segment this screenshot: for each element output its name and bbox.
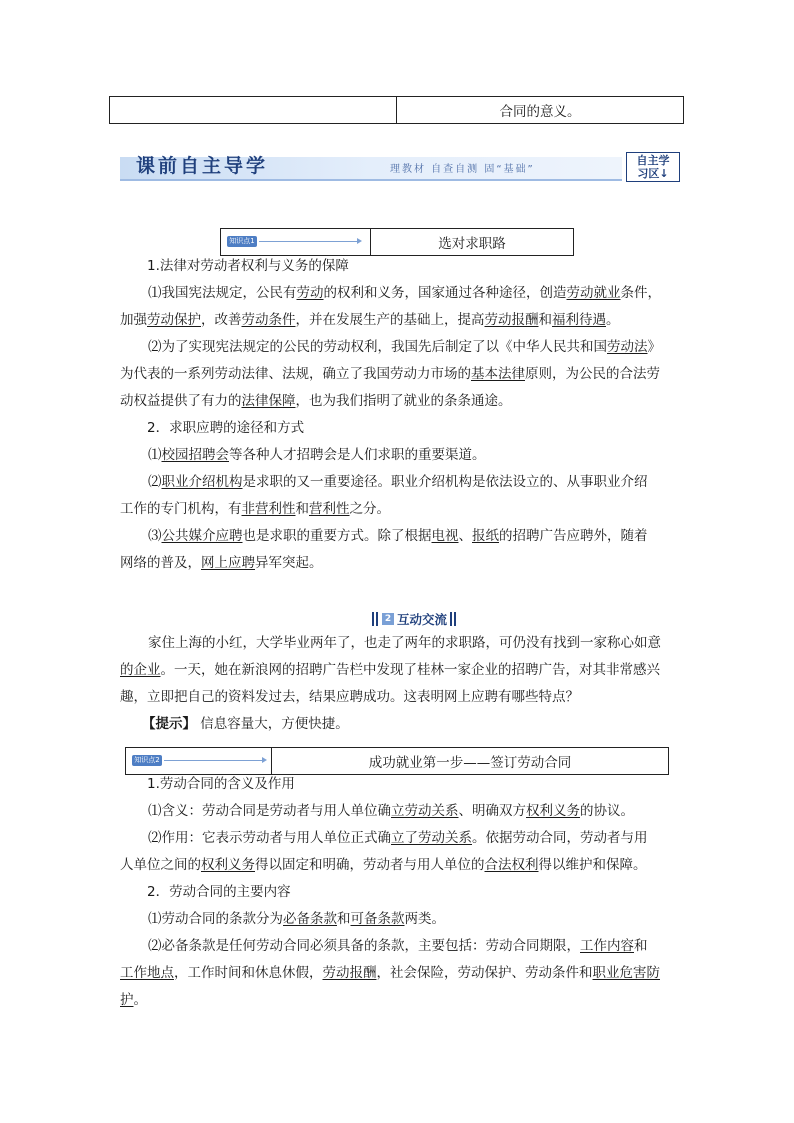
knowledge-tag-pill: 知识点2 xyxy=(132,755,162,766)
section-banner xyxy=(120,151,682,181)
text-line xyxy=(120,280,676,307)
text-line xyxy=(120,496,676,523)
text-run: ⑶ xyxy=(148,528,162,544)
paragraph-5 xyxy=(120,523,676,577)
text-run: ，也为我们指明了就业的条条通途。 xyxy=(295,393,512,409)
text-run: ，社会保险，劳动保护、劳动条件和 xyxy=(376,965,593,981)
underlined-term: 立了 xyxy=(391,830,418,846)
paragraph-8 xyxy=(120,906,676,933)
text-run: 之分。 xyxy=(349,501,390,517)
knowledge-tag-pill: 知识点1 xyxy=(227,236,257,247)
text-line xyxy=(120,825,676,852)
text-run: 的权利和义务，国家通过各种途径，创造 xyxy=(323,285,567,301)
arrow-right-icon xyxy=(164,760,264,761)
underlined-term: 工作内容 xyxy=(580,938,634,954)
text-run: ，并在发展生产的基础上，提高 xyxy=(295,312,485,328)
underlined-term: 校园招聘会 xyxy=(161,447,229,463)
text-run: 。一天，她在新浪网的招聘广告栏中发现了桂林一家企业的招聘广告，对其非常感兴 xyxy=(160,662,660,678)
arrow-right-icon xyxy=(259,241,359,242)
paragraph-7 xyxy=(120,825,676,879)
underlined-term: 工作地点 xyxy=(120,965,174,981)
interactive-label: 互动交流 xyxy=(397,612,448,627)
underlined-term: 网上应聘 xyxy=(201,555,255,571)
hint-text: 信息容量大，方便快捷。 xyxy=(196,716,349,732)
text-line xyxy=(120,442,676,469)
text-run: 、 xyxy=(458,528,472,544)
underlined-term: 非营利性 xyxy=(241,501,296,517)
text-line xyxy=(120,469,676,496)
text-run: 人单位之间的 xyxy=(120,857,201,873)
text-line xyxy=(120,307,676,334)
underlined-term: 劳动报酬 xyxy=(484,312,539,328)
text-run: 等各种人才招聘会是人们求职的重要渠道。 xyxy=(229,447,486,463)
text-line xyxy=(120,523,676,550)
text-line: 家住上海的小红，大学毕业两年了，也走了两年的求职路，可仍没有找到一家称心如意 xyxy=(148,635,661,651)
text-line xyxy=(120,852,676,879)
underlined-term: 劳动报酬 xyxy=(322,965,377,981)
text-run: 得以固定和明确，劳动者与用人单位的 xyxy=(255,857,485,873)
paragraph-6 xyxy=(120,798,676,825)
underlined-term: 权利义务 xyxy=(201,857,255,873)
text-line: 趣，立即把自己的资料发过去，结果应聘成功。这表明网上应聘有哪些特点？ xyxy=(120,689,579,705)
text-run: 原则，为公民的合法劳 xyxy=(525,366,660,382)
underlined-term: 基本法律 xyxy=(471,366,525,382)
text-line xyxy=(120,798,676,825)
underlined-term: 的企业 xyxy=(120,662,161,678)
text-run: 的招聘广告应聘外，随着 xyxy=(499,528,648,544)
text-run: 和 xyxy=(634,938,648,954)
badge-line2: 习区 xyxy=(637,167,660,180)
text-run: ⑵必备条款是任何劳动合同必须具备的条款，主要包括：劳动合同期限， xyxy=(148,938,580,954)
text-line xyxy=(120,657,676,684)
number-badge: 2 xyxy=(382,613,394,625)
underlined-term: 劳动法 xyxy=(607,339,648,355)
underlined-term: 劳动 xyxy=(296,285,324,301)
text-run: 、明确双方 xyxy=(458,803,526,819)
text-run: 两类。 xyxy=(404,911,445,927)
text-run: 。 xyxy=(133,992,147,1008)
text-run: 和 xyxy=(538,312,552,328)
text-line xyxy=(120,361,676,388)
text-run: 也是求职的重要方式。除了根据 xyxy=(242,528,432,544)
text-run: ⑴劳动合同的条款分为 xyxy=(148,911,283,927)
down-arrow-icon: ↓ xyxy=(659,167,669,180)
text-line xyxy=(120,334,676,361)
underlined-term: 立劳动关系 xyxy=(391,803,459,819)
text-run: 加强 xyxy=(120,312,147,328)
text-run: ⑵为了实现宪法规定的公民的劳动权利，我国先后制定了以《中华人民共和国 xyxy=(148,339,607,355)
underlined-term: 可备条款 xyxy=(350,911,405,927)
underlined-term: 权利义务 xyxy=(526,803,580,819)
part-heading: 2．求职应聘的途径和方式 xyxy=(147,420,305,436)
text-run: 。 xyxy=(606,312,620,328)
banner-subtitle: 理教材 自查自测 固“基础” xyxy=(390,164,535,175)
badge-line1: 自主学 xyxy=(636,154,670,167)
paragraph-2 xyxy=(120,334,676,415)
underlined-term: 劳动关系 xyxy=(418,830,472,846)
underlined-term: 必备条款 xyxy=(283,911,337,927)
underlined-term: 合法权利 xyxy=(484,857,539,873)
underlined-term: 劳动就业 xyxy=(566,285,621,301)
text-line xyxy=(120,906,676,933)
text-run: 条件， xyxy=(620,285,661,301)
text-run: ⑴ xyxy=(148,447,162,463)
part-heading: 1.劳动合同的含义及作用 xyxy=(147,776,295,792)
story-paragraph xyxy=(120,630,676,738)
section-title: 选对求职路 xyxy=(438,236,506,252)
text-run: ⑴我国宪法规定，公民有 xyxy=(148,285,297,301)
section-title: 成功就业第一步——签订劳动合同 xyxy=(368,755,572,771)
text-line xyxy=(120,987,676,1014)
text-run: ⑵作用：它表示劳动者与用人单位正式确 xyxy=(148,830,391,846)
underlined-term: 营利性 xyxy=(309,501,350,517)
underlined-term: 护 xyxy=(120,992,134,1008)
text-run: 的协议。 xyxy=(580,803,634,819)
table-cell-right: 合同的意义。 xyxy=(499,104,581,120)
hint-line xyxy=(120,711,676,738)
text-run: ，工作时间和休息休假， xyxy=(174,965,323,981)
self-study-badge[interactable] xyxy=(626,152,680,182)
text-run: ，改善 xyxy=(201,312,242,328)
text-run: 》 xyxy=(647,339,661,355)
paragraph-9 xyxy=(120,933,676,1014)
knowledge-tag xyxy=(227,235,363,249)
text-run: 动权益提供了有力的 xyxy=(120,393,242,409)
paragraph-1 xyxy=(120,280,676,334)
text-run: 为代表的一系列劳动法律、法规，确立了我国劳动力市场的 xyxy=(120,366,471,382)
text-run: 工作的专门机构，有 xyxy=(120,501,242,517)
underlined-term: 劳动条件 xyxy=(241,312,296,328)
interactive-heading xyxy=(371,611,457,627)
text-line xyxy=(120,933,676,960)
banner-underline xyxy=(120,179,622,181)
text-line xyxy=(120,388,676,415)
text-run: 异军突起。 xyxy=(255,555,323,571)
underlined-term: 法律保障 xyxy=(241,393,296,409)
text-run: 是求职的又一重要途径。职业介绍机构是依法设立的、从事职业介绍 xyxy=(242,474,648,490)
text-line xyxy=(120,960,676,987)
underlined-term: 福利待遇 xyxy=(552,312,606,328)
underlined-term: 职业介绍机构 xyxy=(161,474,243,490)
hint-label: 【提示】 xyxy=(142,716,196,732)
part-heading: 1.法律对劳动者权利与义务的保障 xyxy=(147,258,349,274)
text-run: 得以维护和保障。 xyxy=(538,857,647,873)
paragraph-4 xyxy=(120,469,676,523)
underlined-term: 报纸 xyxy=(472,528,499,544)
underlined-term: 电视 xyxy=(431,528,459,544)
top-table xyxy=(109,96,684,124)
underlined-term: 职业危害防 xyxy=(592,965,660,981)
text-line xyxy=(120,550,676,577)
text-run: 网络的普及， xyxy=(120,555,201,571)
section-header-1 xyxy=(220,228,574,256)
text-run: 。依据劳动合同，劳动者与用 xyxy=(472,830,648,846)
text-run: 和 xyxy=(295,501,309,517)
banner-title: 课前自主导学 xyxy=(136,155,269,177)
text-run: 和 xyxy=(337,911,351,927)
underlined-term: 公共媒介应聘 xyxy=(161,528,243,544)
text-run: ⑴含义：劳动合同是劳动者与用人单位确 xyxy=(148,803,391,819)
paragraph-3 xyxy=(120,442,676,469)
part-heading: 2．劳动合同的主要内容 xyxy=(147,884,291,900)
underlined-term: 劳动保护 xyxy=(147,312,201,328)
badge-line2-row xyxy=(627,167,679,180)
text-run: ⑵ xyxy=(148,474,162,490)
knowledge-tag xyxy=(132,754,268,768)
